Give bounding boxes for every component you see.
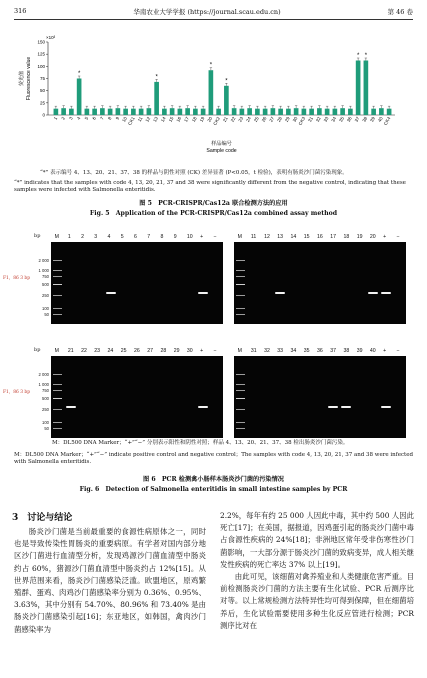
- bp-label-bottom: bp: [34, 347, 41, 353]
- x-tick-label: 8: [106, 116, 113, 121]
- x-axis-title-en: Sample code: [206, 148, 237, 154]
- y-tick-label: 0: [42, 112, 45, 118]
- x-tick-label: 14: [159, 116, 167, 123]
- bar: [302, 109, 307, 115]
- positive-band: [381, 406, 391, 408]
- bp-label-top: bp: [34, 233, 41, 239]
- marker-band: [53, 384, 62, 385]
- gel-image: [234, 356, 406, 438]
- gel-lane-label: 24: [107, 348, 114, 354]
- marker-band: [53, 422, 62, 423]
- marker-band: [236, 422, 245, 423]
- y-axis-title-cn: 荧光值: [19, 70, 25, 87]
- bar: [77, 79, 82, 116]
- marker-band: [53, 428, 62, 429]
- bar: [356, 60, 361, 115]
- gel-lane-label: 19: [356, 234, 363, 240]
- gel-lane-label: 34: [290, 348, 297, 354]
- bar: [294, 108, 299, 115]
- band-label-bottom: F1，86 3 bp: [3, 390, 31, 395]
- positive-band: [198, 406, 208, 408]
- positive-band: [106, 292, 116, 294]
- x-tick-label: 7: [99, 116, 105, 121]
- marker-band: [53, 390, 62, 391]
- bar: [379, 108, 384, 115]
- positive-band: [341, 406, 351, 408]
- x-tick-label: 22: [229, 116, 237, 123]
- x-tick-label: 6: [91, 116, 97, 121]
- gel-lane-label: 31: [250, 348, 257, 354]
- y-tick-label: 125: [37, 51, 45, 57]
- gel-lane-label: −: [396, 234, 400, 240]
- bar: [201, 109, 206, 115]
- gel-lane-label: −: [213, 234, 217, 240]
- bar: [240, 109, 245, 115]
- fig5-note-en: “*” indicates that the samples with code 4, 13, 20, 21, 37 and 38 were significantly different from the negative control, indicating that these samples were infected with Salmonella enteritidis.: [14, 180, 406, 193]
- x-tick-label: 33: [322, 116, 330, 123]
- marker-band: [53, 374, 62, 375]
- marker-band: [53, 398, 62, 399]
- gel-lane-label: 33: [277, 348, 284, 354]
- bar: [147, 108, 152, 115]
- bar: [348, 109, 353, 115]
- positive-band: [368, 292, 378, 294]
- bar: [139, 109, 144, 115]
- gel-lane-label: 39: [356, 348, 363, 354]
- gel-lane-label: +: [200, 348, 204, 354]
- gel-lane-label: 37: [330, 348, 336, 354]
- gel-lane-label: 36: [317, 348, 323, 354]
- fig6-title-en: Fig. 6 Detection of Salmonella enteritidis in small intestine samples by PCR: [79, 486, 348, 493]
- marker-band: [53, 314, 62, 315]
- bar: [131, 109, 136, 115]
- bar: [209, 70, 214, 115]
- right-paragraph-1: 2.2%，每年有约 25 000 人因此中毒，其中约 500 人因此死亡[17]；在美国，据报道，因鸡蛋引起的肠炎沙门菌中毒占食源性疾病的 24%[18]；非洲地区常年受非伤寒性沙门菌影响，一大部分源于肠炎沙门菌的致病变异，成人相关继发性疾病的死亡率达 37% 以上[19]。: [220, 511, 414, 569]
- marker-size-label: 2 000: [38, 372, 49, 377]
- gel-lane-label: 1: [67, 234, 71, 240]
- marker-size-label: 500: [42, 282, 49, 287]
- bar: [286, 109, 291, 115]
- gel-lane-label: 14: [290, 234, 297, 240]
- marker-band: [236, 390, 245, 391]
- x-tick-label: 15: [167, 116, 175, 123]
- bar: [216, 109, 221, 115]
- x-tick-label: 27: [268, 116, 276, 123]
- x-tick-label: 1: [52, 116, 59, 121]
- gel-lane-label: 27: [147, 348, 153, 354]
- x-tick-label: 29: [283, 116, 291, 123]
- x-tick-label: 34: [330, 116, 338, 123]
- bar: [61, 108, 66, 115]
- gel-lane-label: 40: [369, 348, 376, 354]
- x-tick-label: 28: [276, 116, 283, 123]
- right-paragraph-2: 由此可见，该细菌对禽养殖业和人类健康危害严重。目前检测肠炎沙门菌的方法主要有生化试验、PCR 后测序比对等。以上常规检测方法特异性均可得到保障，但在细菌培养后，生化试验需要使用多种生化反应管进行检测；PCR 测序比对在: [220, 572, 414, 630]
- marker-size-label: 50: [44, 426, 49, 431]
- x-tick-label: 3: [68, 116, 74, 121]
- bar: [162, 109, 167, 115]
- fig6-title-cn: 图 6 PCR 检测禽小肠样本肠炎沙门菌的污染情况: [143, 476, 284, 483]
- positive-band: [66, 406, 76, 408]
- x-tick-label: 10: [121, 116, 128, 123]
- marker-band: [53, 276, 62, 277]
- gel-lane-label: 3: [94, 234, 98, 240]
- positive-band: [198, 292, 208, 294]
- gel-lane-label: 6: [134, 234, 137, 240]
- x-tick-label: 20: [206, 116, 214, 123]
- marker-band: [53, 295, 62, 296]
- volume: 第 46 卷: [387, 7, 413, 16]
- marker-band: [53, 270, 62, 271]
- bar: [178, 109, 183, 115]
- bar: [92, 109, 97, 115]
- marker-band: [236, 409, 245, 410]
- marker-band: [53, 308, 62, 309]
- gel-lane-label: 32: [264, 348, 270, 354]
- bar-chart: [0, 20, 427, 170]
- bar: [364, 60, 369, 115]
- gel-lane-label: 5: [120, 234, 124, 240]
- marker-size-label: 1 000: [38, 382, 49, 387]
- gel-lane-label: 29: [173, 348, 180, 354]
- x-tick-label: 25: [252, 116, 260, 123]
- bar: [100, 108, 105, 115]
- bar: [309, 109, 314, 115]
- band-label-top: F1，86 3 bp: [3, 276, 31, 281]
- x-tick-label: 17: [183, 116, 190, 123]
- bar: [333, 109, 338, 115]
- bar: [69, 109, 74, 115]
- x-tick-label: 38: [361, 116, 369, 123]
- gel-image: [234, 242, 406, 324]
- x-tick-label: CK1: [127, 116, 136, 127]
- gel-image: [51, 242, 223, 324]
- fig5-note-cn: “*” 表示编号 4、13、20、21、37、38 的样品与阴性对照 (CK) 差异显著 (P<0.05，t 检验)，表明有肠炎沙门菌污染现象。: [40, 170, 348, 176]
- x-tick-label: CK2: [212, 116, 221, 127]
- section-title: 3 讨论与结论: [12, 513, 73, 523]
- x-tick-label: 5: [83, 116, 90, 121]
- gel-lane-label: 11: [250, 234, 257, 240]
- gel-lane-label: 25: [120, 348, 127, 354]
- fig5-title-cn: 图 5 PCR-CRISPR/Cas12a 联合检测方法的应用: [139, 200, 288, 207]
- x-tick-label: 4: [75, 116, 82, 121]
- marker-band: [236, 270, 245, 271]
- x-axis-title-cn: 样品编号: [211, 141, 232, 147]
- x-tick-label: 36: [345, 116, 353, 123]
- bar: [193, 109, 198, 115]
- bar: [255, 109, 260, 115]
- x-tick-label: 13: [152, 116, 159, 123]
- marker-band: [236, 308, 245, 309]
- marker-size-label: 100: [42, 306, 49, 311]
- bar: [224, 86, 229, 115]
- x-tick-label: CK4: [382, 116, 392, 127]
- significance-star: *: [225, 78, 228, 85]
- gel-lane-label: 7: [147, 234, 151, 240]
- gel-lane-label: M: [237, 348, 242, 354]
- x-tick-label: 21: [221, 116, 229, 123]
- bar: [185, 108, 190, 115]
- page-number: 316: [14, 7, 27, 15]
- x-tick-label: 2: [60, 116, 66, 121]
- bar: [263, 109, 268, 115]
- gel-lane-label: 28: [160, 348, 167, 354]
- journal-name: 华南农业大学学报 (https://journal.scau.edu.cn): [133, 7, 281, 16]
- marker-band: [236, 295, 245, 296]
- figure-6: [0, 225, 427, 455]
- marker-size-label: 750: [42, 274, 49, 279]
- marker-band: [236, 260, 245, 261]
- y-exponent: ×10³: [46, 35, 56, 40]
- gel-lane-label: 13: [277, 234, 284, 240]
- x-tick-label: 12: [144, 116, 152, 123]
- marker-size-label: 100: [42, 420, 49, 425]
- bar: [387, 109, 392, 115]
- marker-band: [236, 276, 245, 277]
- gel-lane-label: 9: [173, 234, 177, 240]
- x-tick-label: 24: [245, 116, 252, 123]
- y-axis-title-en: Fluorescence value: [26, 56, 32, 101]
- marker-band: [53, 284, 62, 285]
- gel-lane-label: 10: [186, 234, 193, 240]
- gel-lane-label: 16: [317, 234, 323, 240]
- x-tick-label: 9: [114, 116, 121, 121]
- bar: [116, 108, 121, 115]
- gel-lane-label: 18: [343, 234, 350, 240]
- significance-star: *: [77, 71, 81, 77]
- gel-lane-label: 17: [330, 234, 336, 240]
- x-tick-label: 18: [190, 116, 198, 123]
- gel-lane-label: −: [213, 348, 217, 354]
- bar: [371, 109, 376, 115]
- positive-band: [328, 406, 338, 408]
- bar: [325, 109, 330, 115]
- fig6-note-cn: M：DL500 DNA Marker；“+”“−” 分别表示阳性和阴性对照；样品 4、13、20、21、37、38 检出肠炎沙门菌污染。: [52, 440, 349, 446]
- gel-lane-label: 38: [343, 348, 350, 354]
- x-tick-label: 31: [307, 116, 314, 123]
- gel-lane-label: 15: [303, 234, 310, 240]
- marker-size-label: 750: [42, 388, 49, 393]
- gel-lane-label: −: [396, 348, 400, 354]
- marker-band: [236, 374, 245, 375]
- bar: [170, 108, 175, 115]
- bar: [85, 109, 90, 115]
- y-tick-label: 75: [39, 76, 45, 81]
- significance-star: *: [155, 74, 158, 81]
- marker-size-label: 250: [42, 407, 49, 412]
- gel-image: [51, 356, 223, 438]
- gel-lane-label: 35: [303, 348, 310, 354]
- bar: [54, 109, 59, 115]
- x-tick-label: 37: [353, 116, 361, 123]
- marker-size-label: 50: [44, 312, 49, 317]
- marker-size-label: 500: [42, 396, 49, 401]
- gel-lane-label: +: [383, 234, 387, 240]
- marker-band: [236, 314, 245, 315]
- marker-size-label: 250: [42, 293, 49, 298]
- gel-lane-label: 8: [160, 234, 164, 240]
- left-paragraph: 肠炎沙门菌是当前最重要的食源性病原体之一，同时也是导致传染性胃肠炎的重要病原。有学者对国内部分地区沙门菌进行血清型分析，发现鸡源沙门菌血清型中肠炎约占 60%，猪源沙门菌血清型中肠炎约占 12%[15]。从世界范围来看，肠炎沙门菌感染泛滥。欧盟地区，原鸡繁殖群、蛋鸡、肉鸡沙门菌感染率分别为 0.36%、0.95%、3.63%，其中分别有 54.70%、80.96% 和 73.40% 是由肠炎沙门菌感染引起[16]；东亚地区，如韩国，禽肉沙门菌感染率为: [14, 527, 206, 634]
- left-column: [14, 526, 206, 636]
- y-tick-label: 150: [37, 39, 45, 45]
- bar: [340, 108, 345, 115]
- bar: [278, 109, 283, 115]
- marker-band: [236, 384, 245, 385]
- gel-lane-label: +: [200, 234, 204, 240]
- significance-star: *: [364, 52, 368, 59]
- significance-star: *: [356, 52, 360, 59]
- page-header: [14, 5, 413, 17]
- marker-band: [53, 409, 62, 410]
- marker-band: [53, 260, 62, 261]
- gel-lane-label: M: [54, 348, 59, 354]
- gel-lane-label: 20: [369, 234, 376, 240]
- gel-lane-label: M: [237, 234, 242, 240]
- fig6-note-en: M：DL500 DNA Marker；“+”“−” indicate positive control and negative control；The samples with code 4, 13, 20, 21, 37 and 38 were infected with Salmonella enteritidis.: [14, 452, 414, 465]
- bar: [271, 108, 276, 115]
- right-column: [220, 510, 414, 632]
- gel-lane-label: M: [54, 234, 59, 240]
- gel-lane-label: 4: [107, 234, 111, 240]
- y-tick-label: 50: [39, 88, 45, 94]
- y-tick-label: 25: [39, 100, 45, 106]
- fig5-title-en: Fig. 5 Application of the PCR-CRISPR/Cas12a combined assay method: [89, 210, 338, 217]
- x-tick-label: 11: [136, 116, 144, 123]
- bar: [317, 108, 322, 115]
- marker-size-label: 2 000: [38, 258, 49, 263]
- bar: [232, 108, 237, 115]
- positive-band: [275, 292, 285, 294]
- x-tick-label: 40: [376, 116, 384, 123]
- gel-lane-label: 2: [81, 234, 84, 240]
- bar: [123, 109, 128, 115]
- x-tick-label: 23: [237, 116, 245, 123]
- x-tick-label: 19: [198, 116, 206, 123]
- gel-lane-label: 26: [134, 348, 140, 354]
- bar: [247, 108, 252, 115]
- x-tick-label: 26: [260, 116, 268, 123]
- x-tick-label: 30: [291, 116, 299, 123]
- x-tick-label: CK3: [297, 116, 307, 127]
- figure-5: [0, 20, 427, 170]
- gel-lane-label: 21: [67, 348, 74, 354]
- x-tick-label: 39: [369, 116, 376, 123]
- gel-lane-label: 30: [186, 348, 193, 354]
- gel-lane-label: +: [383, 348, 387, 354]
- positive-band: [381, 292, 391, 294]
- marker-band: [236, 398, 245, 399]
- gel-lane-label: 12: [264, 234, 270, 240]
- gel-lane-label: 23: [94, 348, 101, 354]
- bar: [108, 109, 113, 115]
- gel-lane-label: 22: [81, 348, 87, 354]
- marker-size-label: 1 000: [38, 268, 49, 273]
- bar: [154, 82, 159, 115]
- marker-band: [236, 428, 245, 429]
- significance-star: *: [209, 62, 213, 69]
- marker-band: [236, 284, 245, 285]
- y-tick-label: 100: [37, 63, 45, 69]
- x-tick-label: 35: [338, 116, 345, 123]
- x-tick-label: 16: [175, 116, 183, 123]
- x-tick-label: 32: [314, 116, 322, 123]
